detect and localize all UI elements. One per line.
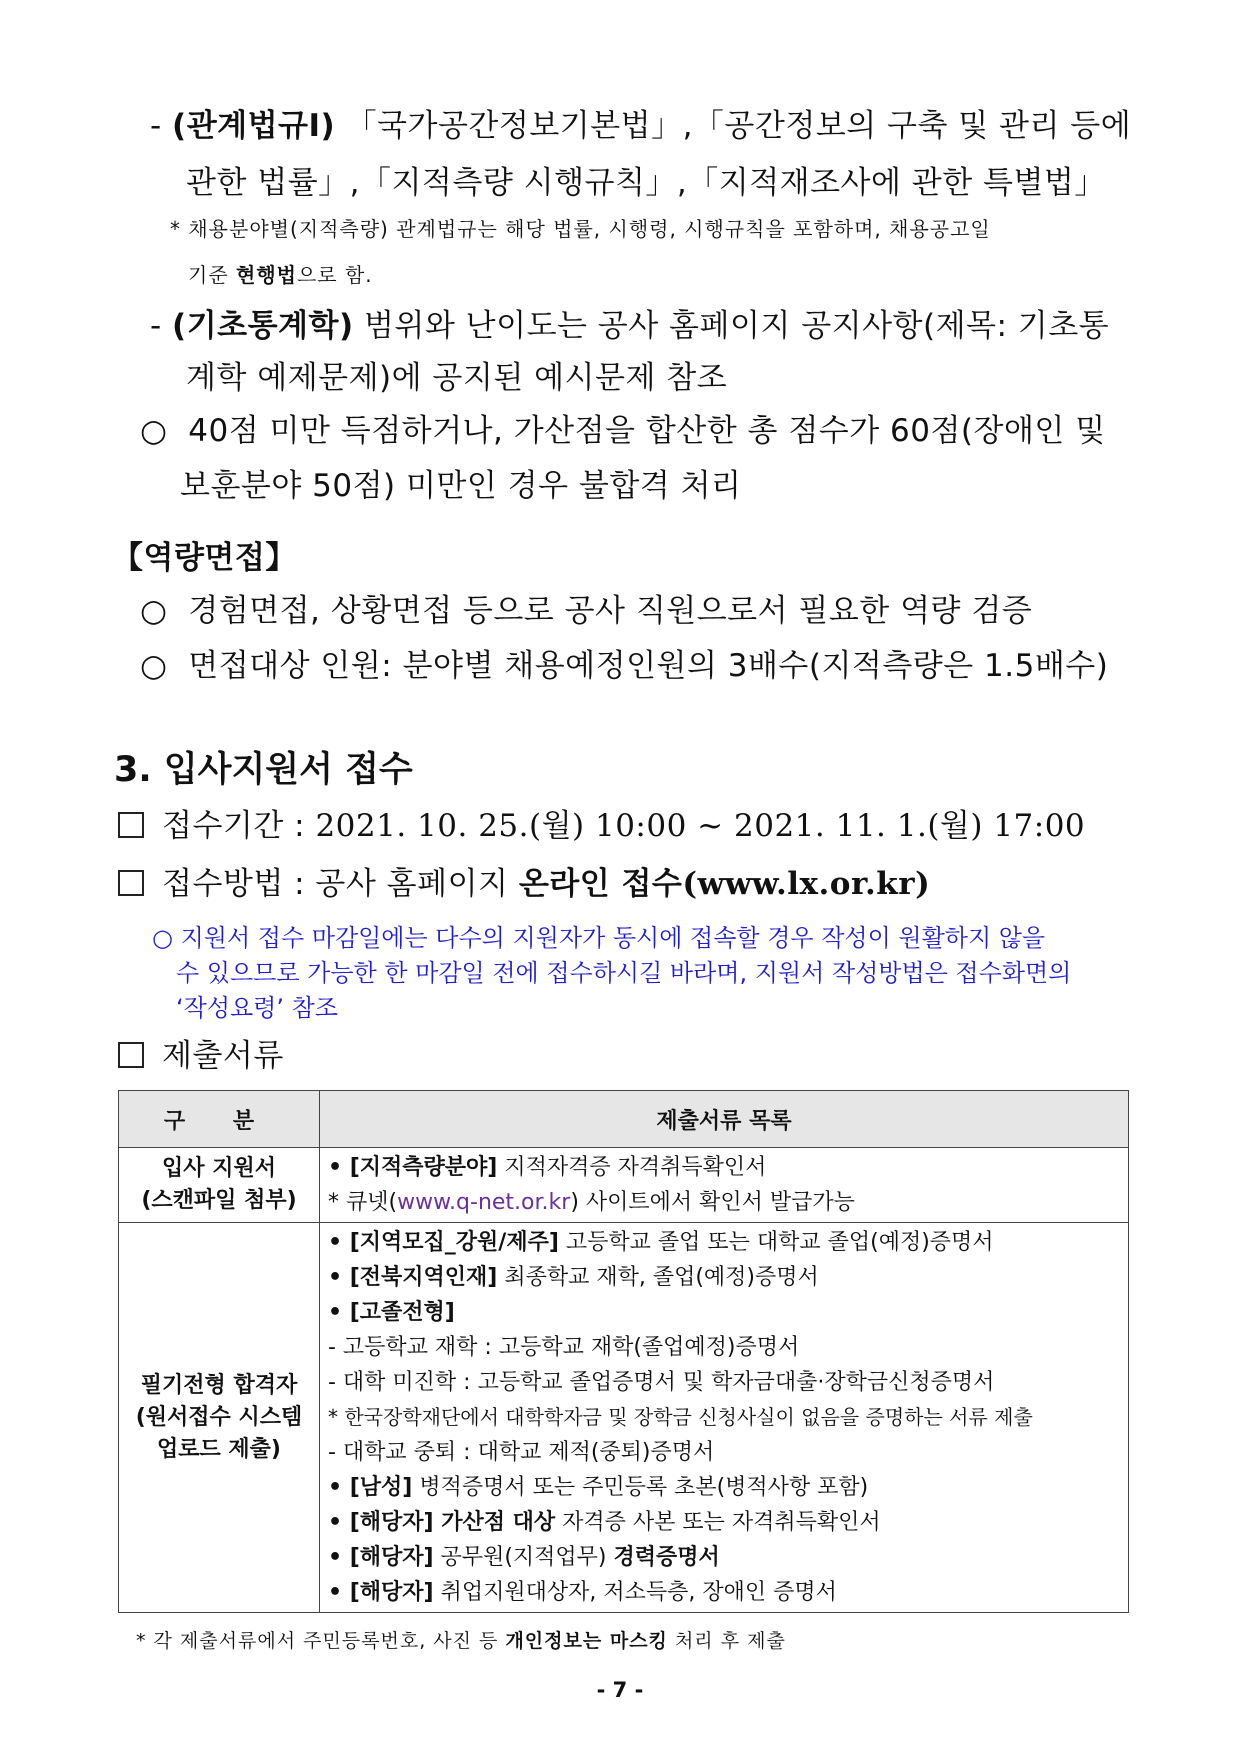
legal-label: (관계법규Ⅰ)	[172, 108, 336, 144]
interview-heading: 【역량면접】	[112, 540, 297, 576]
period-label: 접수기간 :	[162, 808, 316, 844]
method-value: 온라인 접수(www.lx.or.kr)	[518, 866, 931, 902]
row2-docs	[320, 1223, 1129, 1613]
legal-note-1: * 채용분야별(지적측량) 관계법규는 해당 법률, 시행령, 시행규칙을 포함하며, 채용공고일	[170, 217, 991, 241]
row2-line-3	[328, 1295, 1120, 1330]
r2-l11-bold: • [해당자]	[328, 1580, 434, 1605]
notice-a: 지원서 접수 마감일에는 다수의 지원자가 동시에 접속할 경우 작성이 원활하지 않을	[180, 924, 1046, 952]
row2-line-8	[328, 1470, 1120, 1505]
row2-category	[119, 1223, 320, 1613]
row1-l1-text: 지적자격증 자격취득확인서	[497, 1155, 767, 1180]
period-value: 2021. 10. 25.(월) 10:00 ~ 2021. 11. 1.(월) 17:00	[315, 808, 1086, 844]
table-row	[119, 1148, 1129, 1223]
row1-l2-pre: * 큐넷(	[328, 1190, 398, 1215]
submission-table	[118, 1090, 1129, 1613]
r2-l10-text: 공무원(지적업무)	[433, 1545, 614, 1570]
checkbox-icon	[118, 870, 144, 896]
row2-line-2	[328, 1260, 1120, 1295]
row1-docs	[320, 1148, 1129, 1223]
footnote	[136, 1626, 786, 1653]
r2-l10-bold2: 경력증명서	[613, 1545, 720, 1570]
interview-item-2-text: 면접대상 인원: 분야별 채용예정인원의 3배수(지적측량은 1.5배수)	[188, 648, 1109, 684]
note-post: 으로 함.	[296, 263, 373, 287]
checkbox-icon	[118, 1042, 144, 1068]
note-pre: 기준	[188, 263, 236, 287]
footnote-pre: * 각 제출서류에서 주민등록번호, 사진 등	[136, 1630, 506, 1652]
checkbox-icon	[118, 812, 144, 838]
r2-l8-bold: • [남성]	[328, 1475, 413, 1500]
r2-l2-text: 최종학교 재학, 졸업(예정)증명서	[497, 1265, 819, 1290]
footnote-bold: 개인정보는 마스킹	[505, 1630, 668, 1652]
stats-text-a: 범위와 난이도는 공사 홈페이지 공지사항(제목: 기초통	[353, 308, 1110, 344]
period-row	[118, 800, 1085, 845]
r2-l2-bold: • [전북지역인재]	[328, 1265, 498, 1290]
header-col1: 구 분	[119, 1091, 320, 1148]
notice-line-1: ○ 지원서 접수 마감일에는 다수의 지원자가 동시에 접속할 경우 작성이 원활하지 않을	[152, 924, 1046, 952]
row1-line-1	[328, 1150, 1120, 1185]
row2-line-10	[328, 1540, 1120, 1575]
fail-rule-line-2: 보훈분야 50점) 미만인 경우 불합격 처리	[180, 468, 742, 504]
r2-l11-text: 취업지원대상자, 저소득층, 장애인 증명서	[433, 1580, 837, 1605]
row1-category	[119, 1148, 320, 1223]
qnet-link[interactable]: www.q-net.or.kr	[397, 1190, 571, 1215]
legal-note-2	[188, 259, 373, 288]
fail-rule-line-1: ○ 40점 미만 득점하거나, 가산점을 합산한 총 점수가 60점(장애인 및	[140, 413, 1106, 449]
legal-text-a: 「국가공간정보기본법」,「공간정보의 구축 및 관리 등에	[345, 108, 1132, 144]
row2-line-5: - 대학 미진학 : 고등학교 졸업증명서 및 학자금대출·장학금신청증명서	[328, 1370, 995, 1395]
legal-line-2: 관한 법률」,「지적측량 시행규칙」,「지적재조사에 관한 특별법」	[186, 165, 1106, 201]
r2-l9-bold: • [해당자] 가산점 대상	[328, 1510, 556, 1535]
row2-line-11	[328, 1575, 1120, 1610]
interview-item-1: ○ 경험면접, 상황면접 등으로 공사 직원으로서 필요한 역량 검증	[140, 593, 1033, 629]
footnote-post: 처리 후 제출	[667, 1630, 786, 1652]
section-title: 3. 입사지원서 접수	[114, 750, 413, 790]
page-number: - 7 -	[596, 1678, 644, 1702]
fail-text-a: 40점 미만 득점하거나, 가산점을 합산한 총 점수가 60점(장애인 및	[188, 413, 1106, 449]
table-row	[119, 1223, 1129, 1613]
r2-l1-bold: • [지역모집_강원/제주]	[328, 1230, 559, 1255]
row2-line-6: * 한국장학재단에서 대학학자금 및 장학금 신청사실이 없음을 증명하는 서류 제출	[328, 1405, 1033, 1429]
r2-l10-bold: • [해당자]	[328, 1545, 434, 1570]
interview-item-1-text: 경험면접, 상황면접 등으로 공사 직원으로서 필요한 역량 검증	[188, 593, 1033, 629]
docs-row	[118, 1030, 284, 1075]
note-bold: 현행법	[236, 263, 297, 287]
row1-l1-bold: • [지적측량분야]	[328, 1155, 498, 1180]
table-header	[119, 1091, 1129, 1148]
notice-line-3: ‘작성요령’ 참조	[176, 994, 338, 1022]
row2-cat-c: 업로드 제출)	[157, 1436, 281, 1462]
row2-line-9	[328, 1505, 1120, 1540]
row1-line-2	[328, 1185, 1120, 1220]
r2-l8-text: 병적증명서 또는 주민등록 초본(병적사항 포함)	[412, 1475, 869, 1500]
row2-cat-b: (원서접수 시스템	[135, 1404, 303, 1430]
r2-l9-text: 자격증 사본 또는 자격취득확인서	[555, 1510, 881, 1535]
row2-line-7: - 대학교 중퇴 : 대학교 제적(중퇴)증명서	[328, 1440, 715, 1465]
row2-line-4: - 고등학교 재학 : 고등학교 재학(졸업예정)증명서	[328, 1335, 800, 1360]
notice-line-2: 수 있으므로 가능한 한 마감일 전에 접수하시길 바라며, 지원서 작성방법은 접수화면의	[176, 959, 1072, 987]
stats-label: (기초통계학)	[172, 308, 354, 344]
row1-l2-post: ) 사이트에서 확인서 발급가능	[570, 1190, 855, 1215]
interview-item-2: ○ 면접대상 인원: 분야별 채용예정인원의 3배수(지적측량은 1.5배수)	[140, 648, 1109, 684]
stats-line-1: - (기초통계학) 범위와 난이도는 공사 홈페이지 공지사항(제목: 기초통	[150, 308, 1110, 344]
r2-l3-bold: • [고졸전형]	[328, 1300, 455, 1325]
row2-cat-a: 필기전형 합격자	[140, 1372, 298, 1398]
docs-label: 제출서류	[162, 1038, 284, 1074]
legal-line-1: - (관계법규Ⅰ) 「국가공간정보기본법」,「공간정보의 구축 및 관리 등에	[150, 108, 1132, 144]
header-col2: 제출서류 목록	[320, 1091, 1129, 1148]
stats-line-2: 계학 예제문제)에 공지된 예시문제 참조	[186, 360, 728, 396]
row2-line-1	[328, 1225, 1120, 1260]
method-label: 접수방법 : 공사 홈페이지	[162, 866, 519, 902]
row1-cat-b: (스캔파일 첨부)	[141, 1188, 297, 1213]
row1-cat-a: 입사 지원서	[162, 1156, 276, 1181]
method-row	[118, 858, 930, 903]
r2-l1-text: 고등학교 졸업 또는 대학교 졸업(예정)증명서	[558, 1230, 994, 1255]
